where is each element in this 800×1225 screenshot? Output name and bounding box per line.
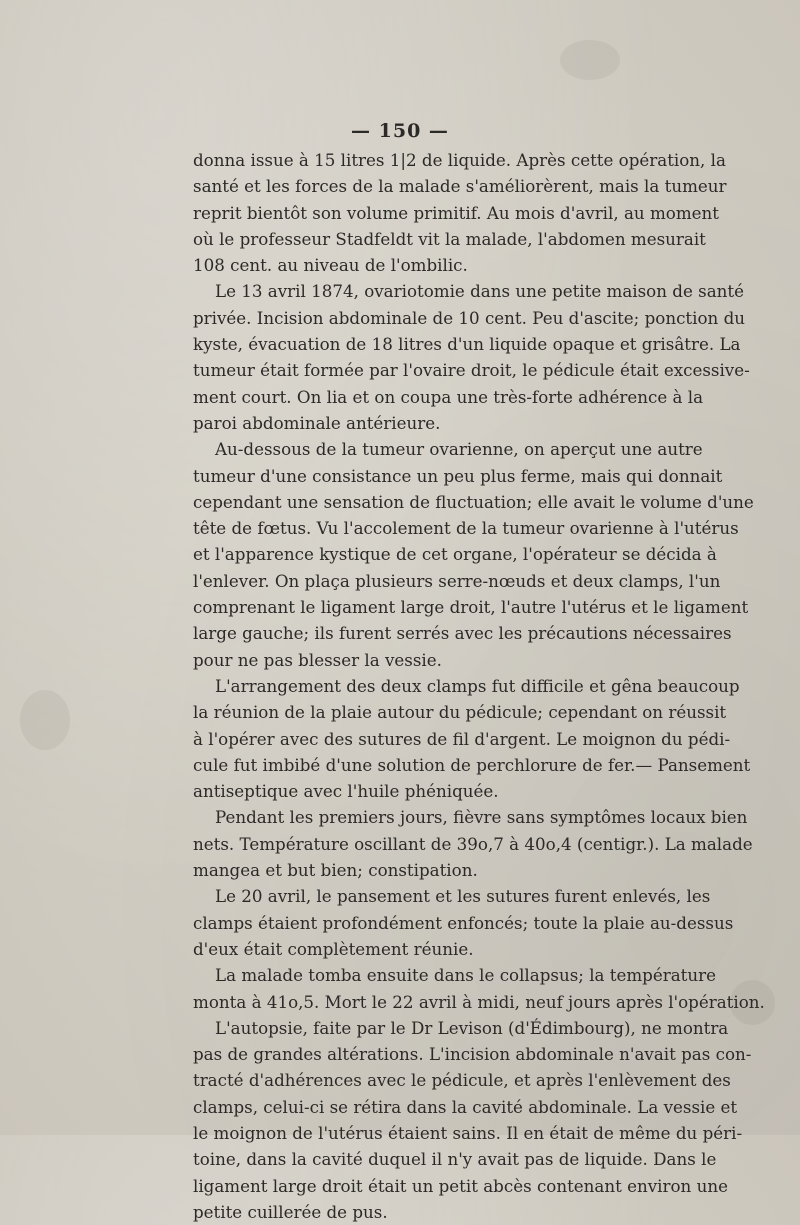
- text-line: reprit bientôt son volume primitif. Au mois d'avril, au moment: [193, 202, 719, 223]
- text-line: pour ne pas blesser la vessie.: [193, 649, 442, 670]
- text-line: le moignon de l'utérus étaient sains. Il en était de même du péri-: [193, 1122, 743, 1143]
- text-line: à l'opérer avec des sutures de fil d'argent. Le moignon du pédi-: [193, 728, 731, 749]
- text-line: nets. Température oscillant de 39o,7 à 40o,4 (centigr.). La malade: [193, 833, 753, 854]
- text-line: et l'apparence kystique de cet organe, l'opérateur se décida à: [193, 544, 717, 565]
- paper-stain: [20, 690, 70, 750]
- text-line: où le professeur Stadfeldt vit la malade, l'abdomen mesurait: [193, 228, 706, 249]
- text-line: ment court. On lia et on coupa une très-forte adhérence à la: [193, 386, 704, 407]
- text-line: tumeur était formée par l'ovaire droit, le pédicule était excessive-: [193, 360, 750, 381]
- body-text: [193, 147, 765, 1225]
- text-line: Au-dessous de la tumeur ovarienne, on aperçut une autre: [215, 439, 703, 460]
- text-line: large gauche; ils furent serrés avec les précautions nécessaires: [193, 623, 732, 644]
- text-line: antiseptique avec l'huile phéniquée.: [193, 781, 499, 802]
- text-line: La malade tomba ensuite dans le collapsus; la température: [215, 965, 716, 986]
- text-line: paroi abdominale antérieure.: [193, 412, 441, 433]
- text-line: clamps étaient profondément enfoncés; toute la plaie au-dessus: [193, 912, 734, 933]
- text-line: pas de grandes altérations. L'incision abdominale n'avait pas con-: [193, 1044, 752, 1065]
- text-line: petite cuillerée de pus.: [193, 1201, 388, 1222]
- text-line: L'arrangement des deux clamps fut difficile et gêna beaucoup: [215, 675, 740, 696]
- text-line: santé et les forces de la malade s'améliorèrent, mais la tumeur: [193, 176, 727, 197]
- text-line: mangea et but bien; constipation.: [193, 860, 478, 881]
- text-line: tête de fœtus. Vu l'accolement de la tumeur ovarienne à l'utérus: [193, 518, 739, 539]
- text-line: Le 20 avril, le pansement et les sutures furent enlevés, les: [215, 886, 711, 907]
- text-line: tumeur d'une consistance un peu plus ferme, mais qui donnait: [193, 465, 723, 486]
- text-line: toine, dans la cavité duquel il n'y avait pas de liquide. Dans le: [193, 1149, 717, 1170]
- text-line: kyste, évacuation de 18 litres d'un liquide opaque et grisâtre. La: [193, 334, 741, 355]
- text-line: ligament large droit était un petit abcès contenant environ une: [193, 1175, 728, 1196]
- page-number: — 150 —: [351, 120, 449, 142]
- text-line: la réunion de la plaie autour du pédicule; cependant on réussit: [193, 702, 727, 723]
- text-line: privée. Incision abdominale de 10 cent. Peu d'ascite; ponction du: [193, 307, 745, 328]
- text-line: Pendant les premiers jours, fièvre sans symptômes locaux bien: [215, 807, 748, 828]
- text-line: tracté d'adhérences avec le pédicule, et après l'enlèvement des: [193, 1070, 731, 1091]
- text-line: Le 13 avril 1874, ovariotomie dans une petite maison de santé: [215, 281, 744, 302]
- text-line: l'enlever. On plaça plusieurs serre-nœuds et deux clamps, l'un: [193, 570, 721, 591]
- text-line: comprenant le ligament large droit, l'autre l'utérus et le ligament: [193, 597, 749, 618]
- text-line: clamps, celui-ci se rétira dans la cavité abdominale. La vessie et: [193, 1096, 738, 1117]
- text-line: donna issue à 15 litres 1|2 de liquide. Après cette opération, la: [193, 150, 726, 170]
- text-line: cependant une sensation de fluctuation; elle avait le volume d'une: [193, 491, 754, 512]
- text-line: cule fut imbibé d'une solution de perchlorure de fer.— Pansement: [193, 754, 751, 775]
- text-line: monta à 41o,5. Mort le 22 avril à midi, neuf jours après l'opération.: [193, 991, 765, 1012]
- text-line: d'eux était complètement réunie.: [193, 938, 474, 959]
- paper-stain: [560, 40, 620, 80]
- text-line: L'autopsie, faite par le Dr Levison (d'Édimbourg), ne montra: [215, 1017, 729, 1038]
- text-line: 108 cent. au niveau de l'ombilic.: [193, 255, 468, 276]
